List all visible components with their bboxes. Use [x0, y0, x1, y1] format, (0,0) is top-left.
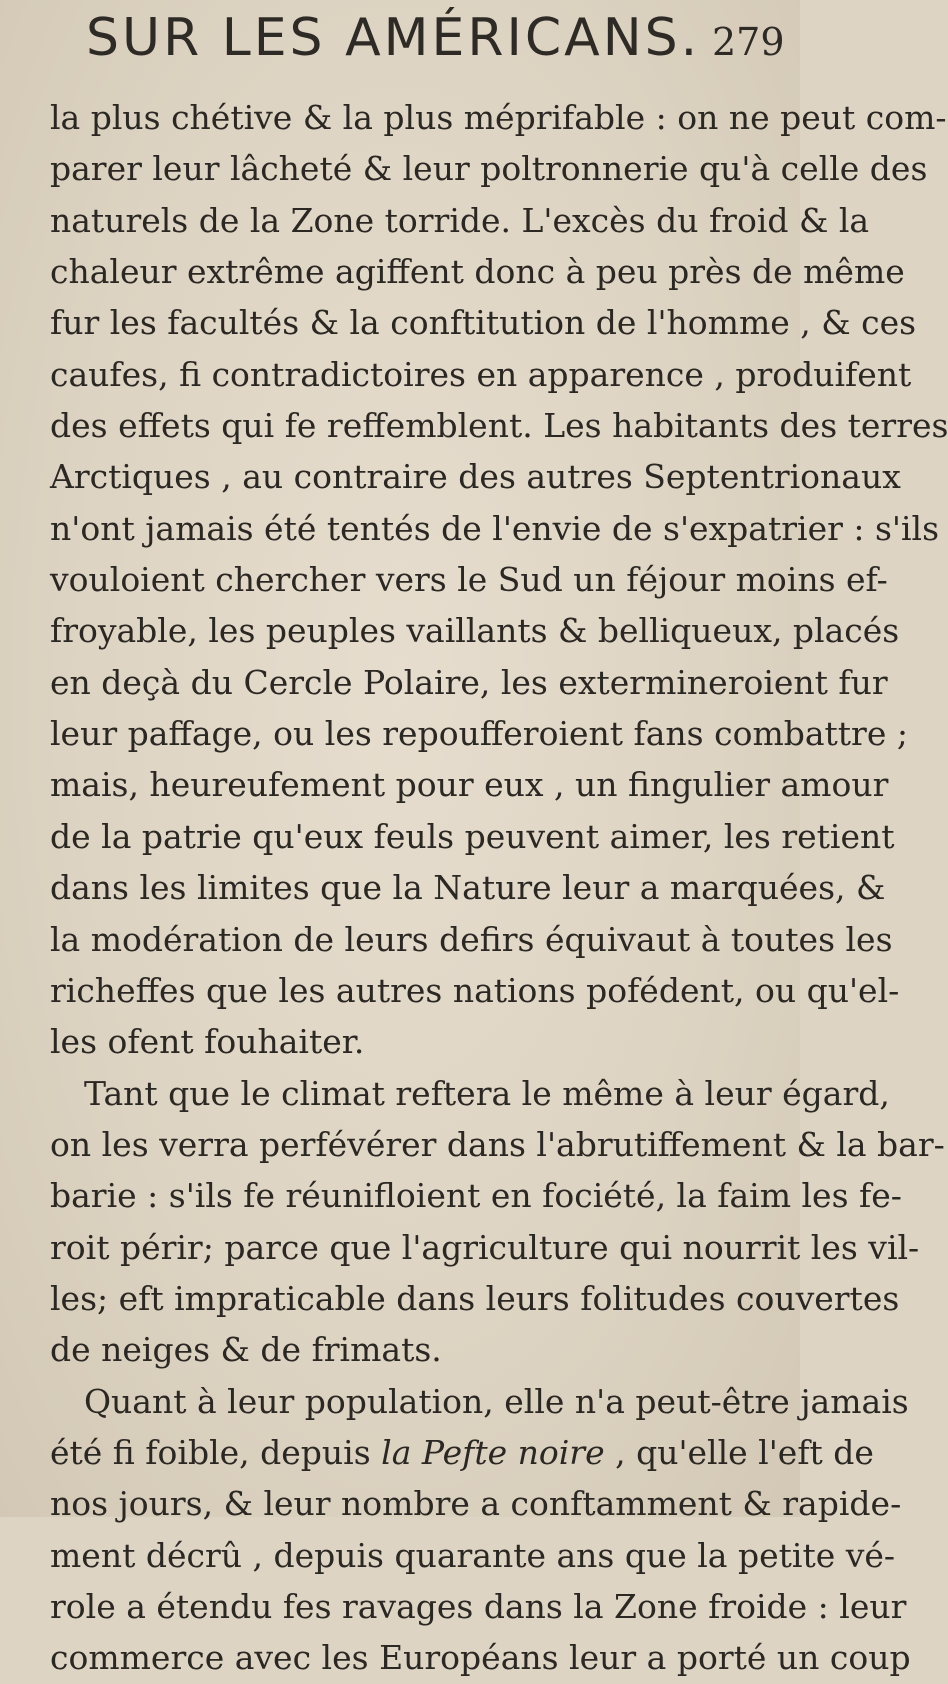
text-line: dans les limites que la Nature leur a marquées, &: [50, 868, 886, 908]
text-run: été fi foible, depuis: [50, 1432, 382, 1472]
text-line: naturels de la Zone torride. L'excès du froid & la: [50, 200, 870, 240]
text-line: ment décrû , depuis quarante ans que la petite vé-: [50, 1535, 896, 1575]
text-line: roit périr; parce que l'agriculture qui nourrit les vil-: [50, 1227, 920, 1267]
text-line: fur les facultés & la conftitution de l'homme , & ces: [50, 303, 917, 343]
text-line: barie : s'ils fe réunifloient en fociété, la faim les fe-: [50, 1176, 902, 1216]
text-line: leur paffage, ou les repoufferoient fans combattre ;: [50, 714, 908, 754]
text-line: Arctiques , au contraire des autres Septentrionaux: [50, 457, 901, 497]
text-line: vouloient chercher vers le Sud un féjour moins ef-: [50, 560, 888, 600]
running-title: SUR LES AMÉRICANS.: [86, 8, 701, 68]
text-line: les; eft impraticable dans leurs folitudes couvertes: [50, 1278, 900, 1318]
page-header: [0, 8, 800, 88]
text-line: [50, 1427, 874, 1478]
text-line: de neiges & de frimats.: [50, 1330, 442, 1370]
text-line: Tant que le climat reftera le même à leur égard,: [84, 1073, 890, 1113]
text-line: nos jours, & leur nombre a conftamment & rapide-: [50, 1484, 902, 1524]
text-run: , qu'elle l'eft de: [604, 1432, 874, 1472]
text-line: Quant à leur population, elle n'a peut-être jamais: [84, 1381, 909, 1421]
text-line: role a étendu fes ravages dans la Zone froide : leur: [50, 1586, 907, 1626]
text-line: les ofent fouhaiter.: [50, 1022, 365, 1062]
paragraph-2: [50, 1068, 945, 1376]
text-line: en deçà du Cercle Polaire, les extermineroient fur: [50, 662, 888, 702]
text-line: de la patrie qu'eux feuls peuvent aimer, les retient: [50, 816, 895, 856]
paragraph-3: [50, 1376, 911, 1684]
text-line: chaleur extrême agiffent donc à peu près de même: [50, 252, 905, 292]
text-line: commerce avec les Européans leur a porté un coup: [50, 1638, 911, 1678]
text-line: des effets qui fe reffemblent. Les habitants des terres: [50, 406, 948, 446]
text-line: parer leur lâcheté & leur poltronnerie qu'à celle des: [50, 149, 928, 189]
text-line: n'ont jamais été tentés de l'envie de s'expatrier : s'ils: [50, 508, 940, 548]
text-line: on les verra perfévérer dans l'abrutiffement & la bar-: [50, 1124, 945, 1164]
text-line: caufes, fi contradictoires en apparence , produifent: [50, 354, 912, 394]
text-line: la plus chétive & la plus méprifable : on ne peut com-: [50, 98, 947, 137]
text-line: la modération de leurs defirs équivaut à toutes les: [50, 919, 893, 959]
page-number: 279: [712, 20, 785, 64]
text-line: froyable, les peuples vaillants & belliqueux, placés: [50, 611, 900, 651]
text-line: mais, heureufement pour eux , un fingulier amour: [50, 765, 889, 805]
text-line: richeffes que les autres nations pofédent, ou qu'el-: [50, 970, 900, 1010]
body-text: [50, 92, 948, 1684]
italic-phrase: la Pefte noire: [381, 1432, 605, 1472]
paragraph-1: [50, 92, 948, 1068]
